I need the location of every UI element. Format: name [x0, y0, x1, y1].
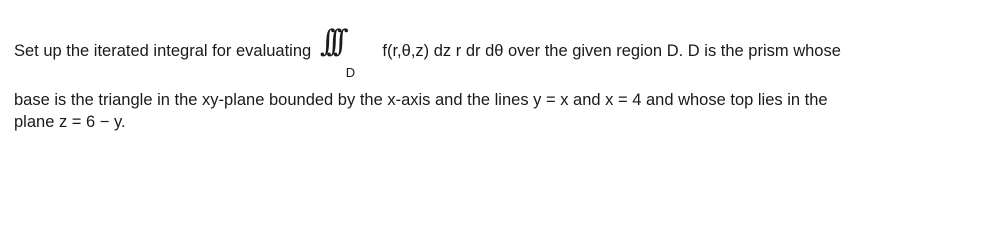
problem-line-1	[14, 24, 841, 80]
integral-region-subscript: D	[345, 65, 356, 80]
triple-integral-sign: ∫∫∫	[319, 24, 340, 59]
problem-line-2: base is the triangle in the xy-plane bounded by the x-axis and the lines y = x and x = 4 and whose top lies in the	[14, 91, 828, 109]
problem-text-integrand: f(r,θ,z) dz r dr dθ over the given region D. D is the prism whose	[382, 42, 841, 60]
problem-text-prefix: Set up the iterated integral for evaluating	[14, 42, 312, 60]
triple-integral	[319, 24, 376, 80]
problem-line-3: plane z = 6 − y.	[14, 113, 126, 131]
